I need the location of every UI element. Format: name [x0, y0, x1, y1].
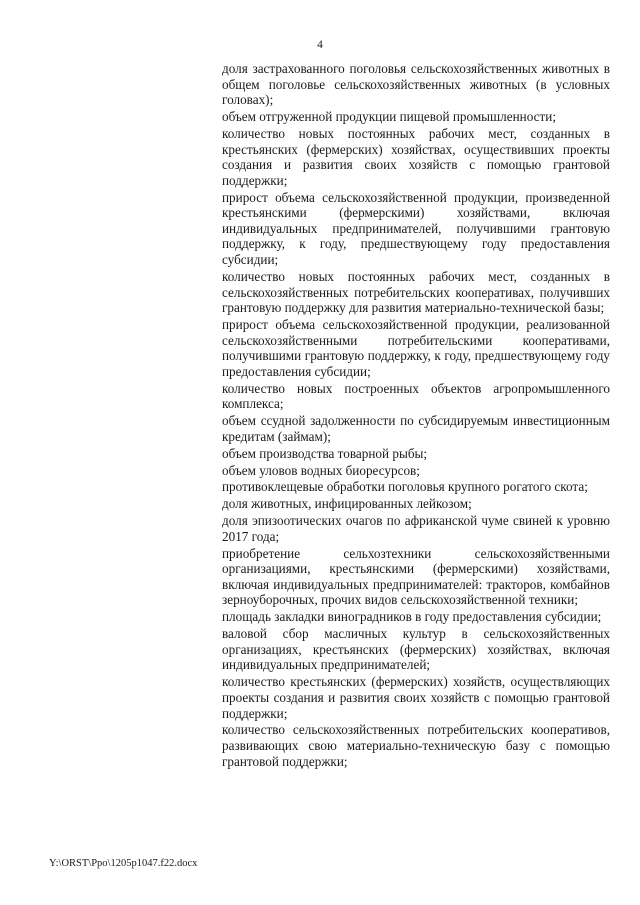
list-item: количество новых построенных объектов агропромышленного комплекса; [222, 380, 610, 412]
list-item: доля эпизоотических очагов по африканской чуме свиней к уровню 2017 года; [222, 513, 610, 544]
list-item: объем отгруженной продукции пищевой промышленности; [222, 109, 556, 125]
list-item: противоклещевые обработки поголовья крупного рогатого скота; [222, 479, 588, 495]
list-item: доля застрахованного поголовья сельскохозяйственных животных в общем поголовье сельскохозяйственных животных (в условных головах); [222, 61, 610, 108]
list-item: прирост объема сельскохозяйственной продукции, реализованной сельскохозяйственными потребительскими кооперативами, получившими грантовую поддержку, к году, предшествующему году предоставления субсидии; [222, 316, 610, 379]
list-item: количество новых постоянных рабочих мест, созданных в сельскохозяйственных потребительских кооперативах, получивших грантовую поддержку для развития материально-технической базы; [222, 268, 610, 316]
list-item: объем ссудной задолженности по субсидируемым инвестиционным кредитам (займам); [222, 413, 610, 444]
list-item: валовой сбор масличных культур в сельскохозяйственных организациях, крестьянских (фермерских) хозяйствах, включая индивидуальных предпринимателей; [222, 626, 610, 673]
list-item: объем уловов водных биоресурсов; [222, 462, 420, 478]
list-item: площадь закладки виноградников в году предоставления субсидии; [222, 609, 602, 625]
list-item: объем производства товарной рыбы; [222, 445, 428, 461]
list-item: приобретение сельхозтехники сельскохозяйственными организациями, крестьянскими (фермерскими) хозяйствами, включая индивидуальных предпринимателей: тракторов, комбайнов зерноуборочных, прочих видов сельскохозяйственной техники; [222, 545, 610, 608]
page-number: 4 [317, 39, 323, 51]
indicator-list [222, 61, 610, 770]
list-item: количество крестьянских (фермерских) хозяйств, осуществляющих проекты создания и развития своих хозяйств с помощью грантовой поддержки; [222, 674, 610, 721]
list-item: прирост объема сельскохозяйственной продукции, произведенной крестьянскими (фермерскими) хозяйствами, включая индивидуальных предпринимателей, получившими грантовую поддержку, к году, предшествующему году предоставления субсидии; [222, 189, 610, 268]
footer-file-path: Y:\ORST\Ppo\1205p1047.f22.docx [49, 858, 198, 869]
list-item: количество сельскохозяйственных потребительских кооперативов, развивающих свою материально-техническую базу с помощью грантовой поддержки; [222, 722, 610, 769]
list-item: доля животных, инфицированных лейкозом; [222, 496, 472, 512]
list-item: количество новых постоянных рабочих мест, созданных в крестьянских (фермерских) хозяйствах, осуществивших проекты создания и развития своих хозяйств с помощью грантовой поддержки; [222, 125, 610, 188]
